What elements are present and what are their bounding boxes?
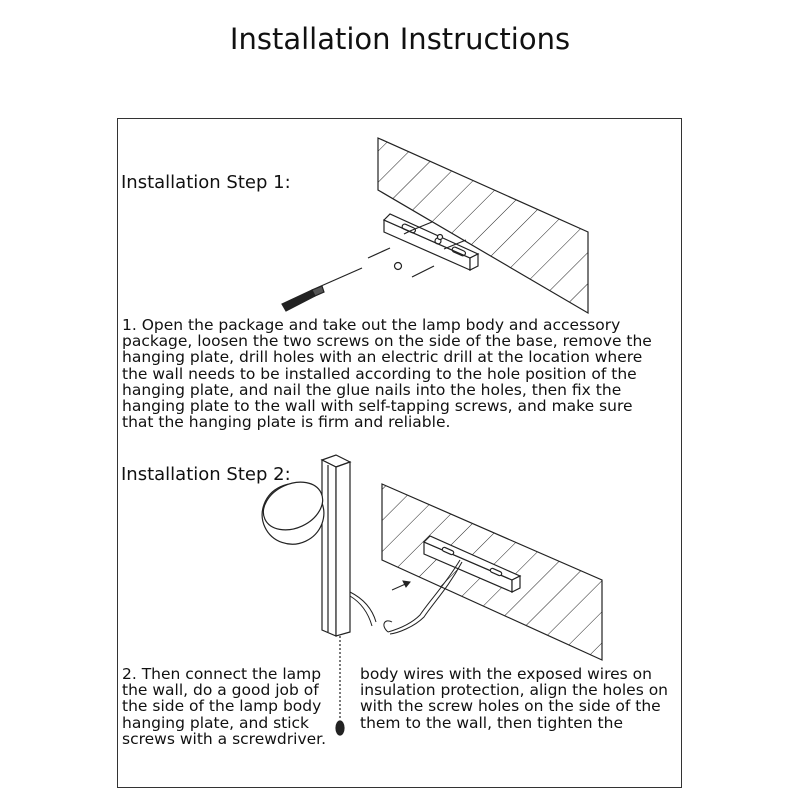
step2-line-right: with the screw holes on the side of the (360, 697, 661, 716)
step1-line: hanging plate, and nail the glue nails into the holes, then fix the (122, 380, 622, 399)
step1-line: package, loosen the two screws on the side of the base, remove the (122, 332, 652, 351)
screwdriver-icon (282, 268, 362, 311)
page-title: Installation Instructions (229, 22, 571, 56)
pull-chain (336, 636, 344, 735)
step1-line: the wall needs to be installed according to the hole position of the (122, 364, 637, 383)
step1-line: hanging plate to the wall with self-tapping screws, and make sure (122, 397, 633, 416)
step2-line-left: screws with a screwdriver. (122, 729, 327, 748)
lamp-body (322, 455, 350, 636)
step2-line-right: body wires with the exposed wires on (360, 665, 652, 683)
step2-line-left: 2. Then connect the lamp (122, 665, 322, 683)
step1-line: that the hanging plate is firm and reliable. (122, 413, 451, 432)
step1-line: 1. Open the package and take out the lamp body and accessory (122, 316, 621, 334)
step2-line-right: insulation protection, align the holes on (360, 681, 669, 700)
step2-line-left: the side of the lamp body (122, 697, 322, 716)
step2-label: Installation Step 2: (121, 464, 291, 485)
step2-line-left: hanging plate, and stick (122, 713, 310, 732)
arrow-icon (392, 581, 410, 590)
step2-line-right: them to the wall, then tighten the (360, 713, 623, 732)
step1-label: Installation Step 1: (121, 172, 291, 193)
lamp-wires (350, 592, 376, 626)
step1-line: hanging plate, drill holes with an electric drill at the location where (122, 348, 643, 367)
step2-line-left: the wall, do a good job of (122, 681, 319, 700)
